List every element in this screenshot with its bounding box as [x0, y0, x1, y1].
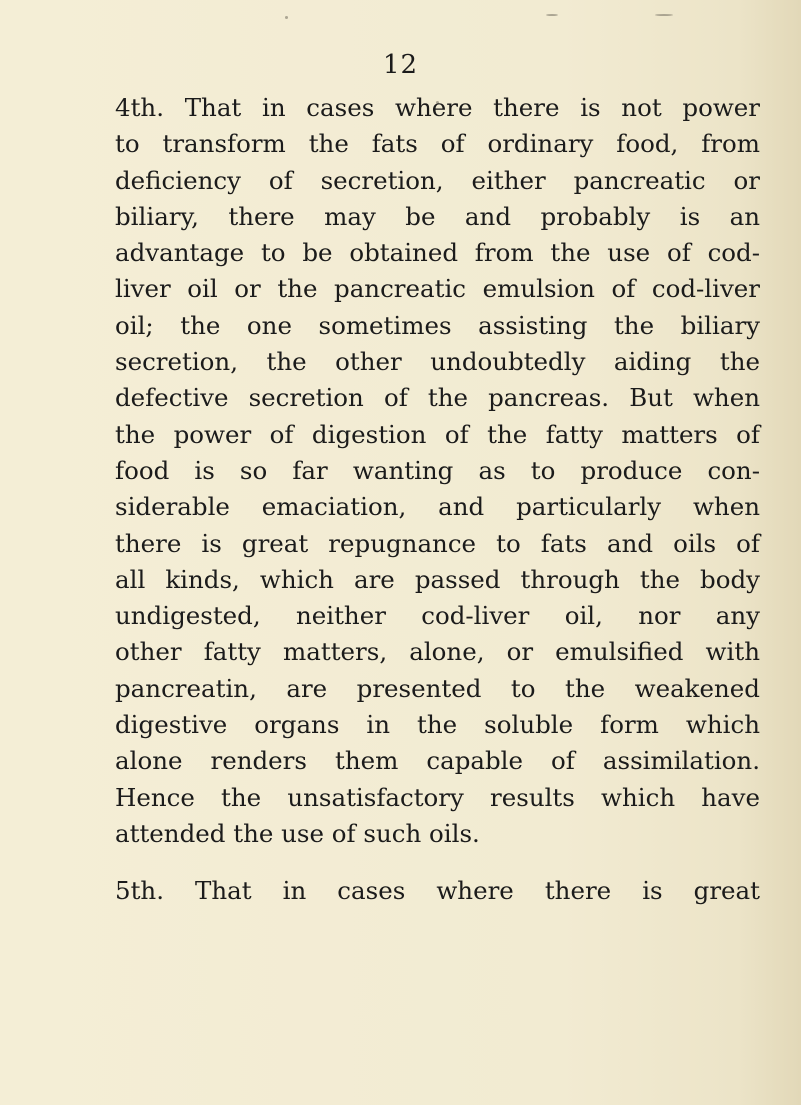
text-line: secretion, the other undoubtedly aiding the	[115, 347, 760, 377]
text-line: biliary, there may be and probably is an	[115, 201, 760, 231]
print-speck	[285, 16, 288, 19]
text-line: 4th. That in cases where there is not power	[115, 93, 760, 122]
text-line: deficiency of secretion, either pancreatic or	[115, 165, 760, 195]
body-text	[115, 90, 760, 910]
page-number: 12	[382, 50, 419, 80]
text-line: liver oil or the pancreatic emulsion of cod-liver	[115, 274, 760, 304]
text-line: undigested, neither cod-liver oil, nor any	[115, 601, 760, 631]
text-line: pancreatin, are presented to the weakened	[115, 673, 760, 703]
text-line: the power of digestion of the fatty matters of	[115, 419, 760, 449]
text-line: defective secretion of the pancreas. But when	[115, 383, 760, 413]
text-line: digestive organs in the soluble form which	[115, 710, 760, 740]
text-line: Hence the unsatisfactory results which have	[115, 782, 760, 812]
text-line: there is great repugnance to fats and oils of	[115, 528, 760, 558]
text-line: oil; the one sometimes assisting the biliary	[115, 310, 760, 340]
text-line: 5th. That in cases where there is great	[115, 876, 760, 906]
text-line: attended the use of such oils.	[115, 818, 480, 848]
text-line: all kinds, which are passed through the body	[115, 564, 760, 594]
text-line: other fatty matters, alone, or emulsified with	[115, 637, 760, 667]
text-line: to transform the fats of ordinary food, from	[115, 129, 760, 159]
paragraph-4	[115, 90, 760, 852]
print-speck	[546, 14, 558, 16]
text-line: siderable emaciation, and particularly when	[115, 492, 760, 522]
text-line: advantage to be obtained from the use of cod-	[115, 238, 760, 268]
text-line: alone renders them capable of assimilation.	[115, 746, 760, 776]
paragraph-5	[115, 873, 760, 909]
print-speck	[655, 14, 673, 16]
text-line: food is so far wanting as to produce con-	[115, 455, 760, 485]
